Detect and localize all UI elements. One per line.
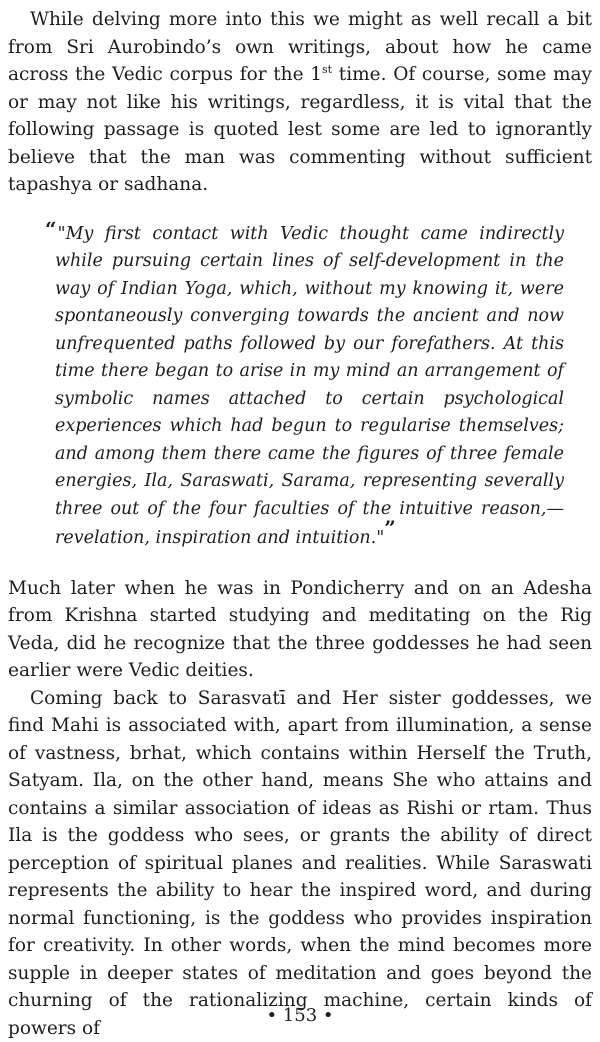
- paragraph-pondicherry: Much later when he was in Pondicherry and on an Adesha from Krishna started studying and meditating on the Rig Veda, did he recognize that the three goddesses he had seen earlier were Vedic deities.: [8, 575, 592, 685]
- paragraph-intro-text-continued: time. Of course, some may or may not like his writings, regardless, it is vital that the following passage is quoted lest some are led to ignorantly believe that the man was commenting without sufficient tapashya or sadhana.: [8, 64, 592, 195]
- close-quote-mark: ”: [384, 516, 396, 540]
- quote-text: "My first contact with Vedic thought came indirectly while pursuing certain lines of self-development in the way of Indian Yoga, which, without my knowing it, were spontaneously converging towards the ancient and now unfrequented paths followed by our forefathers. At this time there began to arise in my mind an arrangement of symbolic names attached to certain psychological experiences which had begun to regularise themselves; and among them there came the figures of three female energies, Ila, Saraswati, Sarama, representing severally three out of the four faculties of the intuitive reason,—revelation, inspiration and intuition.": [55, 224, 564, 549]
- paragraph-sister-goddesses: Coming back to Sarasvatī and Her sister goddesses, we find Mahi is associated with, apart from illumination, a sense of vastness, brhat, which contains within Herself the Truth, Satyam. Ila, on the other hand, means She who attains and contains a similar association of ideas as Rishi or rtam. Thus Ila is the goddess who sees, or grants the ability of direct perception of spiritual planes and realities. While Saraswati represents the ability to hear the inspired word, and during normal functioning, is the goddess who provides inspiration for creativity. In other words, when the mind becomes more supple in deeper states of meditation and goes beyond the churning of the rationalizing machine, certain kinds of powers of: [8, 685, 592, 1042]
- open-quote-mark: “: [45, 217, 57, 241]
- page-number: • 153 •: [0, 1006, 600, 1026]
- block-quote: [55, 219, 564, 553]
- paragraph-intro-text: While delving more into this we might as well recall a bit from Sri Aurobindo’s own writings, about how he came across the Vedic corpus for the 1: [8, 9, 592, 85]
- paragraph-intro: [8, 6, 592, 199]
- ordinal-superscript: st: [322, 63, 332, 76]
